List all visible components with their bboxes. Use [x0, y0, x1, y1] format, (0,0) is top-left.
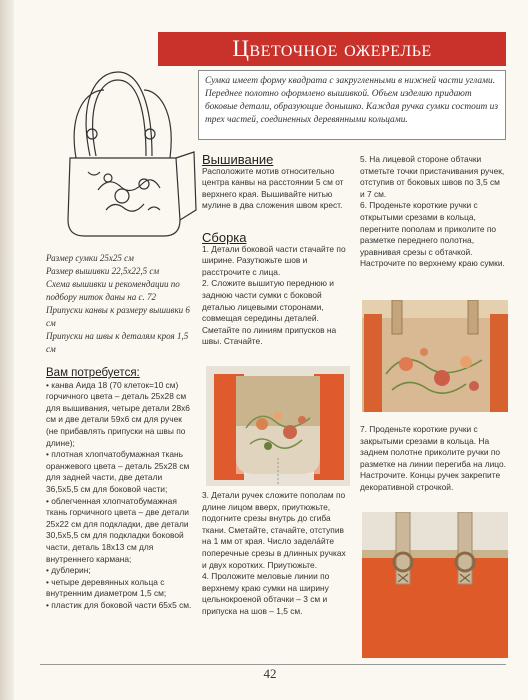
page-binding-shadow	[0, 0, 14, 700]
spec-line: Размер вышивки 22,5x22,5 см	[46, 266, 160, 276]
spec-line: Схема вышивки и рекомендации по подбору ниток даны на с. 72	[46, 279, 180, 302]
materials-item: • дублерин;	[46, 565, 91, 576]
spec-line: Припуски на швы к деталям кроя 1,5 см	[46, 331, 189, 354]
materials-section	[46, 368, 196, 611]
assembly-heading: Сборка	[202, 230, 247, 245]
embroidery-heading: Вышивание	[202, 152, 274, 167]
materials-item: • пластик для боковой части 65x5 см.	[46, 599, 192, 610]
assembly-section	[202, 232, 352, 348]
assembly-step: 1. Детали боковой части стачайте по ширине. Разутюжьте шов и расстрочите с лица.	[202, 243, 346, 277]
assembly-step: 3. Детали ручек сложите пополам по длине лицом вверх, приутюжьте, подогните срезы внутрь до сгиба ткани. Сметайте, стачайте, отступив на 1 мм от края. Число задела́йте поперечные срезы в длинных ручках и двух коротких. Приутюжьте.	[202, 490, 346, 570]
assembly-step-7	[360, 424, 506, 494]
page-title: Цветочное ожерелье	[232, 36, 432, 61]
assembly-step: 4. Проложите меловые линии по верхнему краю сумки на ширину цельнокроеной обтачки – 3 см и припуска на шов – 1,5 см.	[202, 571, 330, 616]
assembly-step: 5. На лицевой стороне обтачки отметьте точки пристачивания ручек, отступив от боковых швов по 3,5 см и 7 см.	[360, 154, 505, 199]
spec-line: Припуски канвы к размеру вышивки 6 см	[46, 305, 190, 328]
page-number: 42	[263, 666, 277, 681]
materials-heading: Вам потребуется:	[46, 367, 140, 379]
materials-item: • канва Аида 18 (70 клеток=10 см) горчичного цвета – деталь 25x28 см для вышивания, четыре детали 28x6 см и две детали 59x6 см для ручек (не прибавлять припуски на швы по длине);	[46, 379, 190, 448]
bag-sketch-illustration	[48, 60, 198, 240]
assembly-step: 6. Проденьте короткие ручки с открытыми срезами в кольца, перегните пополам и приколите по разметке переднего полотна, уравнивая срезы с обтачкой. Настрочите по верхнему краю сумки.	[360, 200, 505, 269]
materials-item: • четыре деревянных кольца с внутренним диаметром 1,5 см;	[46, 576, 167, 599]
embroidery-section	[202, 154, 352, 212]
assembly-step: 2. Сложите вышитую переднюю и заднюю части сумки с боковой деталью лицевыми сторонами, совмещая середины деталей. Сметайте по линиям припусков на швы. Стачайте.	[202, 278, 337, 347]
assembly-steps-5-6	[360, 154, 506, 270]
photo-handles-pinned	[362, 300, 508, 412]
photo-bag-sewn	[206, 366, 350, 486]
assembly-steps-3-4	[202, 490, 352, 618]
photo-back-handles	[362, 512, 508, 658]
materials-item: • облегченная хлопчатобумажная ткань горчичного цвета – две детали 25x22 см для подкладки, две детали 30,5x5,5 см для подкладки боковой части, деталь 18x13 см для внутреннего кармана;	[46, 495, 189, 564]
intro-box: Сумка имеет форму квадрата с закругленными в нижней части углами. Переднее полотно оформлено вышивкой. Объем изделию придают боковые детали, образующие донышко. Каждая ручка сумки состоит из трех частей, соединенных деревянными кольцами.	[198, 70, 506, 140]
bag-specs	[46, 252, 196, 356]
materials-item: • плотная хлопчатобумажная ткань оранжевого цвета – деталь 25x28 см для задней части, две детали 36,5x5,5 см для боковой части;	[46, 449, 190, 494]
footer-rule	[40, 664, 506, 665]
spec-line: Размер сумки 25x25 см	[46, 253, 134, 263]
title-banner	[158, 32, 506, 66]
embroidery-text: Расположите мотив относительно центра канвы на расстоянии 5 см от верхнего края. Вышивайте нитью мулине в два сложения швом крест.	[202, 165, 344, 211]
assembly-step: 7. Проденьте короткие ручки с закрытыми срезами в кольца. На заднем полотне приколите ручки по разметке на линии перегиба на лицо. Настрочите. Концы ручек закрепите декоративной строчкой.	[360, 424, 506, 492]
